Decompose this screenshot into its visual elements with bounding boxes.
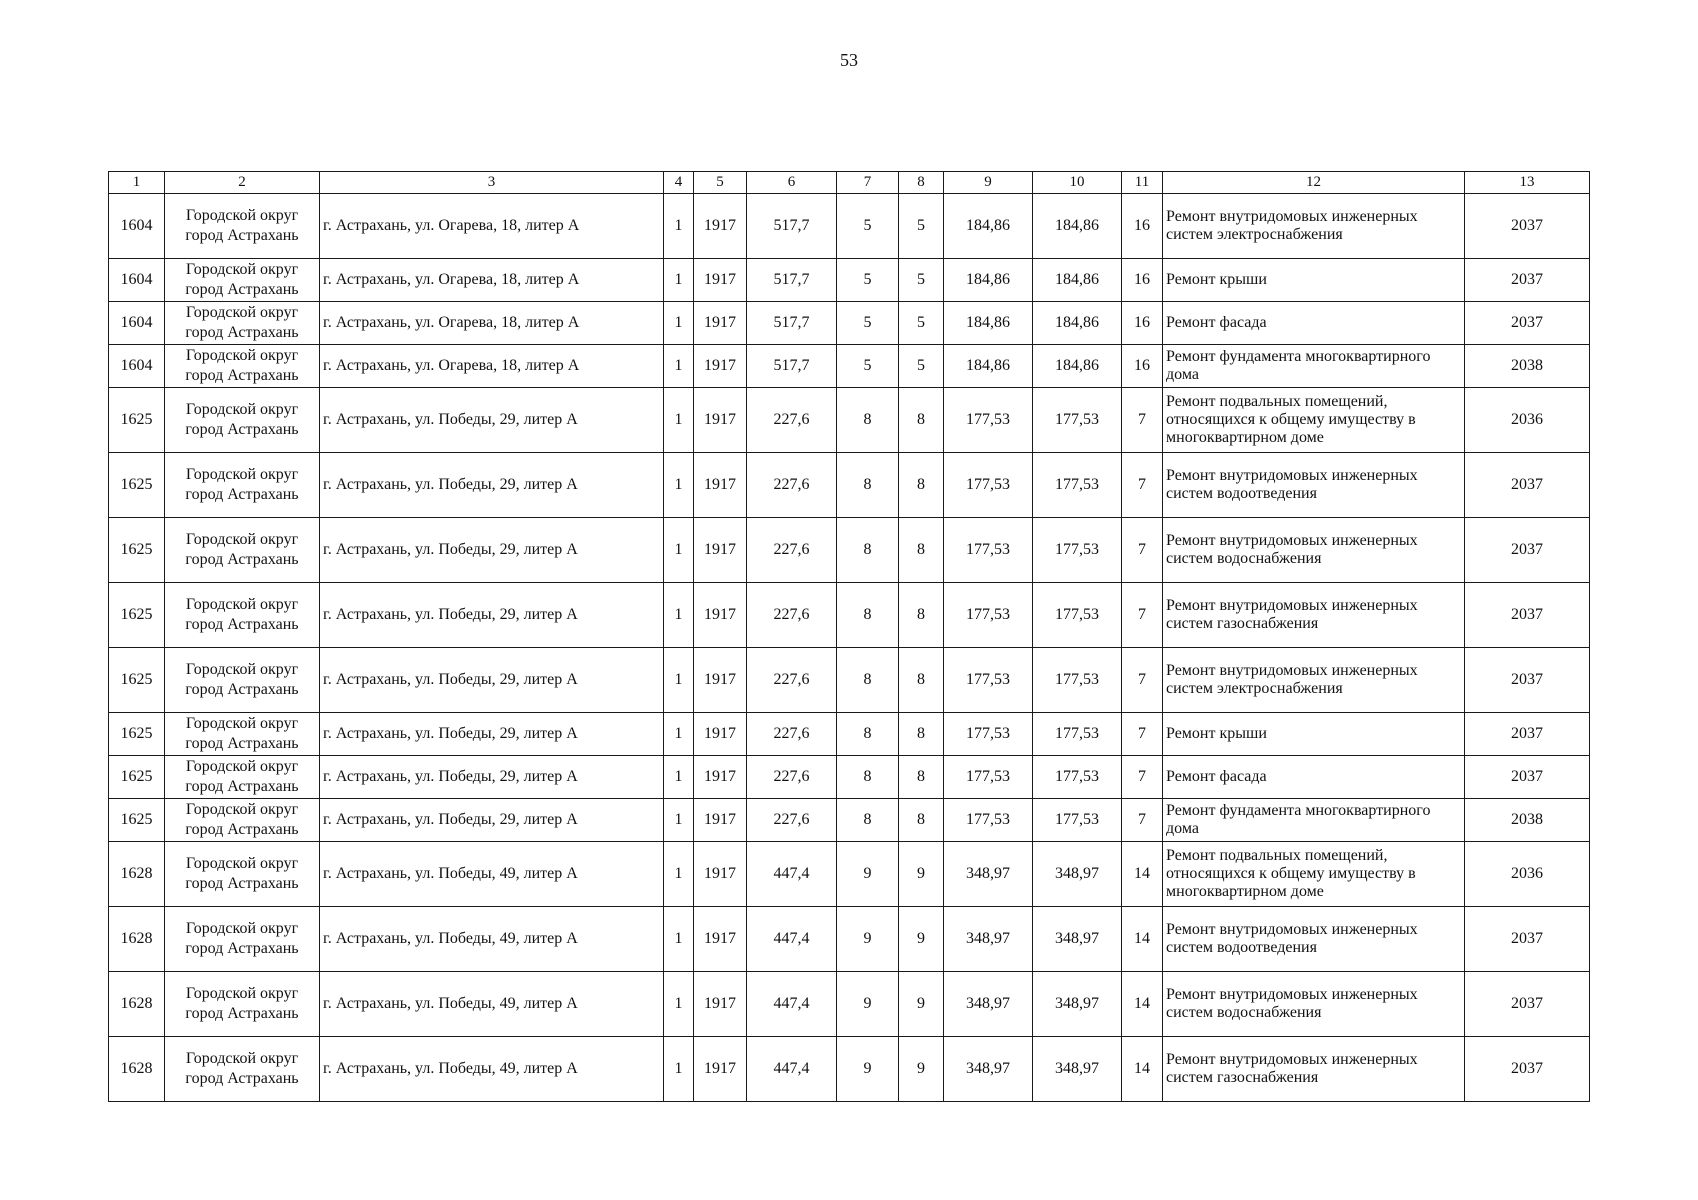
cell-residents: 5 — [899, 345, 944, 388]
table-row — [109, 799, 1590, 842]
cell-plan-year: 2038 — [1465, 345, 1590, 388]
cell-term: 7 — [1122, 518, 1163, 583]
cell-residents: 8 — [899, 756, 944, 799]
cell-repair-type: Ремонт фундамента многоквартирного дома — [1163, 799, 1465, 842]
cell-build-year: 1917 — [694, 842, 747, 907]
cell-cost-2: 184,86 — [1033, 259, 1122, 302]
cell-plan-year: 2037 — [1465, 259, 1590, 302]
cell-repair-type: Ремонт внутридомовых инженерных систем водоотведения — [1163, 453, 1465, 518]
cell-area: 447,4 — [747, 842, 837, 907]
cell-municipality: Городской округ город Астрахань — [165, 842, 320, 907]
cell-plan-year: 2037 — [1465, 972, 1590, 1037]
cell-address: г. Астрахань, ул. Победы, 29, литер А — [320, 388, 664, 453]
cell-area: 447,4 — [747, 972, 837, 1037]
cell-cost-2: 177,53 — [1033, 518, 1122, 583]
cell-plan-year: 2037 — [1465, 453, 1590, 518]
cell-term: 7 — [1122, 799, 1163, 842]
cell-cost-1: 177,53 — [944, 799, 1033, 842]
cell-floors: 8 — [837, 453, 899, 518]
cell-cost-2: 184,86 — [1033, 345, 1122, 388]
cell-build-year: 1917 — [694, 583, 747, 648]
table-row — [109, 302, 1590, 345]
cell-residents: 5 — [899, 194, 944, 259]
cell-cost-2: 177,53 — [1033, 799, 1122, 842]
cell-plan-year: 2037 — [1465, 648, 1590, 713]
cell-floors: 9 — [837, 972, 899, 1037]
cell-address: г. Астрахань, ул. Победы, 49, литер А — [320, 1037, 664, 1102]
cell-address: г. Астрахань, ул. Победы, 29, литер А — [320, 583, 664, 648]
cell-area: 447,4 — [747, 1037, 837, 1102]
table-row — [109, 713, 1590, 756]
cell-floors: 8 — [837, 799, 899, 842]
cell-cost-2: 348,97 — [1033, 1037, 1122, 1102]
cell-row-number: 1628 — [109, 907, 165, 972]
cell-stage: 1 — [664, 907, 694, 972]
cell-stage: 1 — [664, 713, 694, 756]
cell-repair-type: Ремонт фасада — [1163, 756, 1465, 799]
cell-floors: 8 — [837, 756, 899, 799]
cell-address: г. Астрахань, ул. Победы, 29, литер А — [320, 648, 664, 713]
cell-build-year: 1917 — [694, 907, 747, 972]
cell-residents: 8 — [899, 518, 944, 583]
cell-term: 14 — [1122, 1037, 1163, 1102]
cell-address: г. Астрахань, ул. Победы, 49, литер А — [320, 842, 664, 907]
cell-area: 517,7 — [747, 302, 837, 345]
cell-municipality: Городской округ город Астрахань — [165, 259, 320, 302]
cell-cost-2: 184,86 — [1033, 302, 1122, 345]
table-row — [109, 345, 1590, 388]
column-header-11: 11 — [1122, 172, 1163, 194]
cell-residents: 8 — [899, 388, 944, 453]
cell-address: г. Астрахань, ул. Победы, 29, литер А — [320, 453, 664, 518]
cell-cost-1: 177,53 — [944, 453, 1033, 518]
cell-row-number: 1628 — [109, 1037, 165, 1102]
cell-floors: 9 — [837, 842, 899, 907]
cell-cost-1: 184,86 — [944, 302, 1033, 345]
cell-stage: 1 — [664, 799, 694, 842]
cell-municipality: Городской округ город Астрахань — [165, 907, 320, 972]
cell-cost-1: 177,53 — [944, 756, 1033, 799]
cell-cost-2: 184,86 — [1033, 194, 1122, 259]
cell-plan-year: 2037 — [1465, 583, 1590, 648]
cell-municipality: Городской округ город Астрахань — [165, 388, 320, 453]
cell-row-number: 1625 — [109, 713, 165, 756]
cell-floors: 8 — [837, 518, 899, 583]
column-header-3: 3 — [320, 172, 664, 194]
cell-row-number: 1604 — [109, 194, 165, 259]
cell-repair-type: Ремонт внутридомовых инженерных систем водоотведения — [1163, 907, 1465, 972]
table-row — [109, 194, 1590, 259]
cell-cost-2: 177,53 — [1033, 453, 1122, 518]
cell-area: 227,6 — [747, 453, 837, 518]
cell-stage: 1 — [664, 345, 694, 388]
cell-municipality: Городской округ город Астрахань — [165, 1037, 320, 1102]
cell-area: 447,4 — [747, 907, 837, 972]
cell-stage: 1 — [664, 756, 694, 799]
cell-build-year: 1917 — [694, 259, 747, 302]
cell-build-year: 1917 — [694, 194, 747, 259]
cell-address: г. Астрахань, ул. Огарева, 18, литер А — [320, 259, 664, 302]
cell-plan-year: 2037 — [1465, 907, 1590, 972]
cell-area: 227,6 — [747, 648, 837, 713]
cell-term: 14 — [1122, 907, 1163, 972]
column-header-13: 13 — [1465, 172, 1590, 194]
cell-plan-year: 2036 — [1465, 842, 1590, 907]
cell-municipality: Городской округ город Астрахань — [165, 756, 320, 799]
cell-floors: 5 — [837, 259, 899, 302]
cell-term: 16 — [1122, 302, 1163, 345]
cell-residents: 9 — [899, 1037, 944, 1102]
cell-address: г. Астрахань, ул. Огарева, 18, литер А — [320, 194, 664, 259]
cell-repair-type: Ремонт внутридомовых инженерных систем газоснабжения — [1163, 1037, 1465, 1102]
column-header-7: 7 — [837, 172, 899, 194]
cell-row-number: 1625 — [109, 583, 165, 648]
table-row — [109, 842, 1590, 907]
cell-residents: 8 — [899, 453, 944, 518]
column-header-8: 8 — [899, 172, 944, 194]
cell-cost-2: 177,53 — [1033, 648, 1122, 713]
column-header-5: 5 — [694, 172, 747, 194]
cell-term: 16 — [1122, 194, 1163, 259]
cell-row-number: 1625 — [109, 648, 165, 713]
cell-cost-1: 184,86 — [944, 194, 1033, 259]
table-body — [109, 194, 1590, 1102]
cell-cost-2: 177,53 — [1033, 756, 1122, 799]
cell-floors: 5 — [837, 345, 899, 388]
cell-municipality: Городской округ город Астрахань — [165, 194, 320, 259]
cell-stage: 1 — [664, 518, 694, 583]
cell-floors: 9 — [837, 1037, 899, 1102]
table-row — [109, 259, 1590, 302]
cell-row-number: 1625 — [109, 756, 165, 799]
cell-residents: 9 — [899, 907, 944, 972]
cell-residents: 5 — [899, 302, 944, 345]
table-row — [109, 972, 1590, 1037]
cell-repair-type: Ремонт фундамента многоквартирного дома — [1163, 345, 1465, 388]
table-row — [109, 756, 1590, 799]
cell-area: 227,6 — [747, 518, 837, 583]
cell-area: 517,7 — [747, 194, 837, 259]
cell-build-year: 1917 — [694, 453, 747, 518]
column-header-10: 10 — [1033, 172, 1122, 194]
cell-cost-2: 177,53 — [1033, 388, 1122, 453]
column-header-6: 6 — [747, 172, 837, 194]
cell-term: 14 — [1122, 972, 1163, 1037]
cell-plan-year: 2037 — [1465, 1037, 1590, 1102]
cell-cost-1: 177,53 — [944, 583, 1033, 648]
cell-repair-type: Ремонт подвальных помещений, относящихся к общему имуществу в многоквартирном доме — [1163, 842, 1465, 907]
cell-build-year: 1917 — [694, 345, 747, 388]
cell-municipality: Городской округ город Астрахань — [165, 713, 320, 756]
cell-row-number: 1604 — [109, 302, 165, 345]
cell-municipality: Городской округ город Астрахань — [165, 453, 320, 518]
cell-residents: 5 — [899, 259, 944, 302]
cell-stage: 1 — [664, 648, 694, 713]
table-row — [109, 907, 1590, 972]
cell-row-number: 1625 — [109, 518, 165, 583]
cell-build-year: 1917 — [694, 1037, 747, 1102]
cell-stage: 1 — [664, 972, 694, 1037]
cell-build-year: 1917 — [694, 799, 747, 842]
cell-stage: 1 — [664, 259, 694, 302]
column-header-9: 9 — [944, 172, 1033, 194]
cell-residents: 9 — [899, 842, 944, 907]
cell-area: 227,6 — [747, 756, 837, 799]
cell-stage: 1 — [664, 194, 694, 259]
cell-cost-2: 348,97 — [1033, 842, 1122, 907]
cell-term: 7 — [1122, 453, 1163, 518]
cell-plan-year: 2037 — [1465, 194, 1590, 259]
cell-row-number: 1604 — [109, 345, 165, 388]
cell-floors: 8 — [837, 713, 899, 756]
cell-area: 227,6 — [747, 583, 837, 648]
cell-residents: 8 — [899, 713, 944, 756]
cell-build-year: 1917 — [694, 713, 747, 756]
cell-cost-1: 177,53 — [944, 518, 1033, 583]
cell-cost-1: 177,53 — [944, 388, 1033, 453]
cell-repair-type: Ремонт внутридомовых инженерных систем электроснабжения — [1163, 194, 1465, 259]
column-header-1: 1 — [109, 172, 165, 194]
cell-municipality: Городской округ город Астрахань — [165, 648, 320, 713]
cell-cost-1: 348,97 — [944, 842, 1033, 907]
cell-cost-1: 177,53 — [944, 648, 1033, 713]
cell-floors: 9 — [837, 907, 899, 972]
table-row — [109, 583, 1590, 648]
cell-address: г. Астрахань, ул. Победы, 29, литер А — [320, 799, 664, 842]
cell-residents: 8 — [899, 648, 944, 713]
cell-cost-2: 177,53 — [1033, 713, 1122, 756]
column-number-row — [109, 172, 1590, 194]
cell-municipality: Городской округ город Астрахань — [165, 518, 320, 583]
cell-term: 16 — [1122, 259, 1163, 302]
cell-area: 227,6 — [747, 799, 837, 842]
cell-stage: 1 — [664, 583, 694, 648]
cell-row-number: 1625 — [109, 453, 165, 518]
cell-stage: 1 — [664, 453, 694, 518]
cell-address: г. Астрахань, ул. Победы, 49, литер А — [320, 972, 664, 1037]
cell-repair-type: Ремонт крыши — [1163, 259, 1465, 302]
cell-plan-year: 2037 — [1465, 302, 1590, 345]
cell-build-year: 1917 — [694, 972, 747, 1037]
cell-address: г. Астрахань, ул. Огарева, 18, литер А — [320, 302, 664, 345]
cell-repair-type: Ремонт внутридомовых инженерных систем электроснабжения — [1163, 648, 1465, 713]
cell-repair-type: Ремонт внутридомовых инженерных систем водоснабжения — [1163, 518, 1465, 583]
cell-build-year: 1917 — [694, 518, 747, 583]
cell-build-year: 1917 — [694, 302, 747, 345]
cell-residents: 9 — [899, 972, 944, 1037]
cell-term: 7 — [1122, 648, 1163, 713]
cell-cost-2: 348,97 — [1033, 972, 1122, 1037]
cell-address: г. Астрахань, ул. Победы, 29, литер А — [320, 756, 664, 799]
cell-municipality: Городской округ город Астрахань — [165, 972, 320, 1037]
table-row — [109, 648, 1590, 713]
cell-area: 227,6 — [747, 713, 837, 756]
cell-address: г. Астрахань, ул. Победы, 49, литер А — [320, 907, 664, 972]
cell-stage: 1 — [664, 388, 694, 453]
cell-row-number: 1628 — [109, 842, 165, 907]
cell-plan-year: 2038 — [1465, 799, 1590, 842]
cell-municipality: Городской округ город Астрахань — [165, 799, 320, 842]
cell-plan-year: 2036 — [1465, 388, 1590, 453]
cell-municipality: Городской округ город Астрахань — [165, 583, 320, 648]
cell-cost-1: 348,97 — [944, 907, 1033, 972]
cell-repair-type: Ремонт подвальных помещений, относящихся к общему имуществу в многоквартирном доме — [1163, 388, 1465, 453]
cell-build-year: 1917 — [694, 388, 747, 453]
column-header-2: 2 — [165, 172, 320, 194]
cell-residents: 8 — [899, 583, 944, 648]
cell-floors: 8 — [837, 388, 899, 453]
cell-floors: 8 — [837, 648, 899, 713]
capital-repair-table — [108, 171, 1590, 1102]
cell-cost-2: 348,97 — [1033, 907, 1122, 972]
table-row — [109, 1037, 1590, 1102]
table-row — [109, 518, 1590, 583]
cell-cost-1: 348,97 — [944, 1037, 1033, 1102]
cell-municipality: Городской округ город Астрахань — [165, 302, 320, 345]
cell-stage: 1 — [664, 302, 694, 345]
cell-repair-type: Ремонт фасада — [1163, 302, 1465, 345]
cell-cost-1: 177,53 — [944, 713, 1033, 756]
page-number: 53 — [840, 50, 858, 70]
cell-term: 16 — [1122, 345, 1163, 388]
column-header-4: 4 — [664, 172, 694, 194]
cell-term: 7 — [1122, 756, 1163, 799]
cell-term: 7 — [1122, 713, 1163, 756]
cell-residents: 8 — [899, 799, 944, 842]
cell-stage: 1 — [664, 1037, 694, 1102]
cell-address: г. Астрахань, ул. Огарева, 18, литер А — [320, 345, 664, 388]
column-header-12: 12 — [1163, 172, 1465, 194]
cell-floors: 5 — [837, 194, 899, 259]
cell-address: г. Астрахань, ул. Победы, 29, литер А — [320, 713, 664, 756]
cell-cost-1: 348,97 — [944, 972, 1033, 1037]
cell-area: 517,7 — [747, 259, 837, 302]
cell-row-number: 1625 — [109, 799, 165, 842]
cell-address: г. Астрахань, ул. Победы, 29, литер А — [320, 518, 664, 583]
cell-cost-1: 184,86 — [944, 259, 1033, 302]
cell-build-year: 1917 — [694, 648, 747, 713]
cell-cost-1: 184,86 — [944, 345, 1033, 388]
cell-plan-year: 2037 — [1465, 756, 1590, 799]
cell-plan-year: 2037 — [1465, 518, 1590, 583]
cell-row-number: 1604 — [109, 259, 165, 302]
cell-term: 7 — [1122, 388, 1163, 453]
cell-build-year: 1917 — [694, 756, 747, 799]
cell-area: 227,6 — [747, 388, 837, 453]
cell-term: 7 — [1122, 583, 1163, 648]
cell-repair-type: Ремонт внутридомовых инженерных систем газоснабжения — [1163, 583, 1465, 648]
table-row — [109, 453, 1590, 518]
cell-repair-type: Ремонт крыши — [1163, 713, 1465, 756]
cell-row-number: 1625 — [109, 388, 165, 453]
cell-repair-type: Ремонт внутридомовых инженерных систем водоснабжения — [1163, 972, 1465, 1037]
cell-row-number: 1628 — [109, 972, 165, 1037]
cell-plan-year: 2037 — [1465, 713, 1590, 756]
cell-floors: 5 — [837, 302, 899, 345]
table-row — [109, 388, 1590, 453]
cell-municipality: Городской округ город Астрахань — [165, 345, 320, 388]
cell-stage: 1 — [664, 842, 694, 907]
cell-term: 14 — [1122, 842, 1163, 907]
cell-area: 517,7 — [747, 345, 837, 388]
cell-cost-2: 177,53 — [1033, 583, 1122, 648]
cell-floors: 8 — [837, 583, 899, 648]
